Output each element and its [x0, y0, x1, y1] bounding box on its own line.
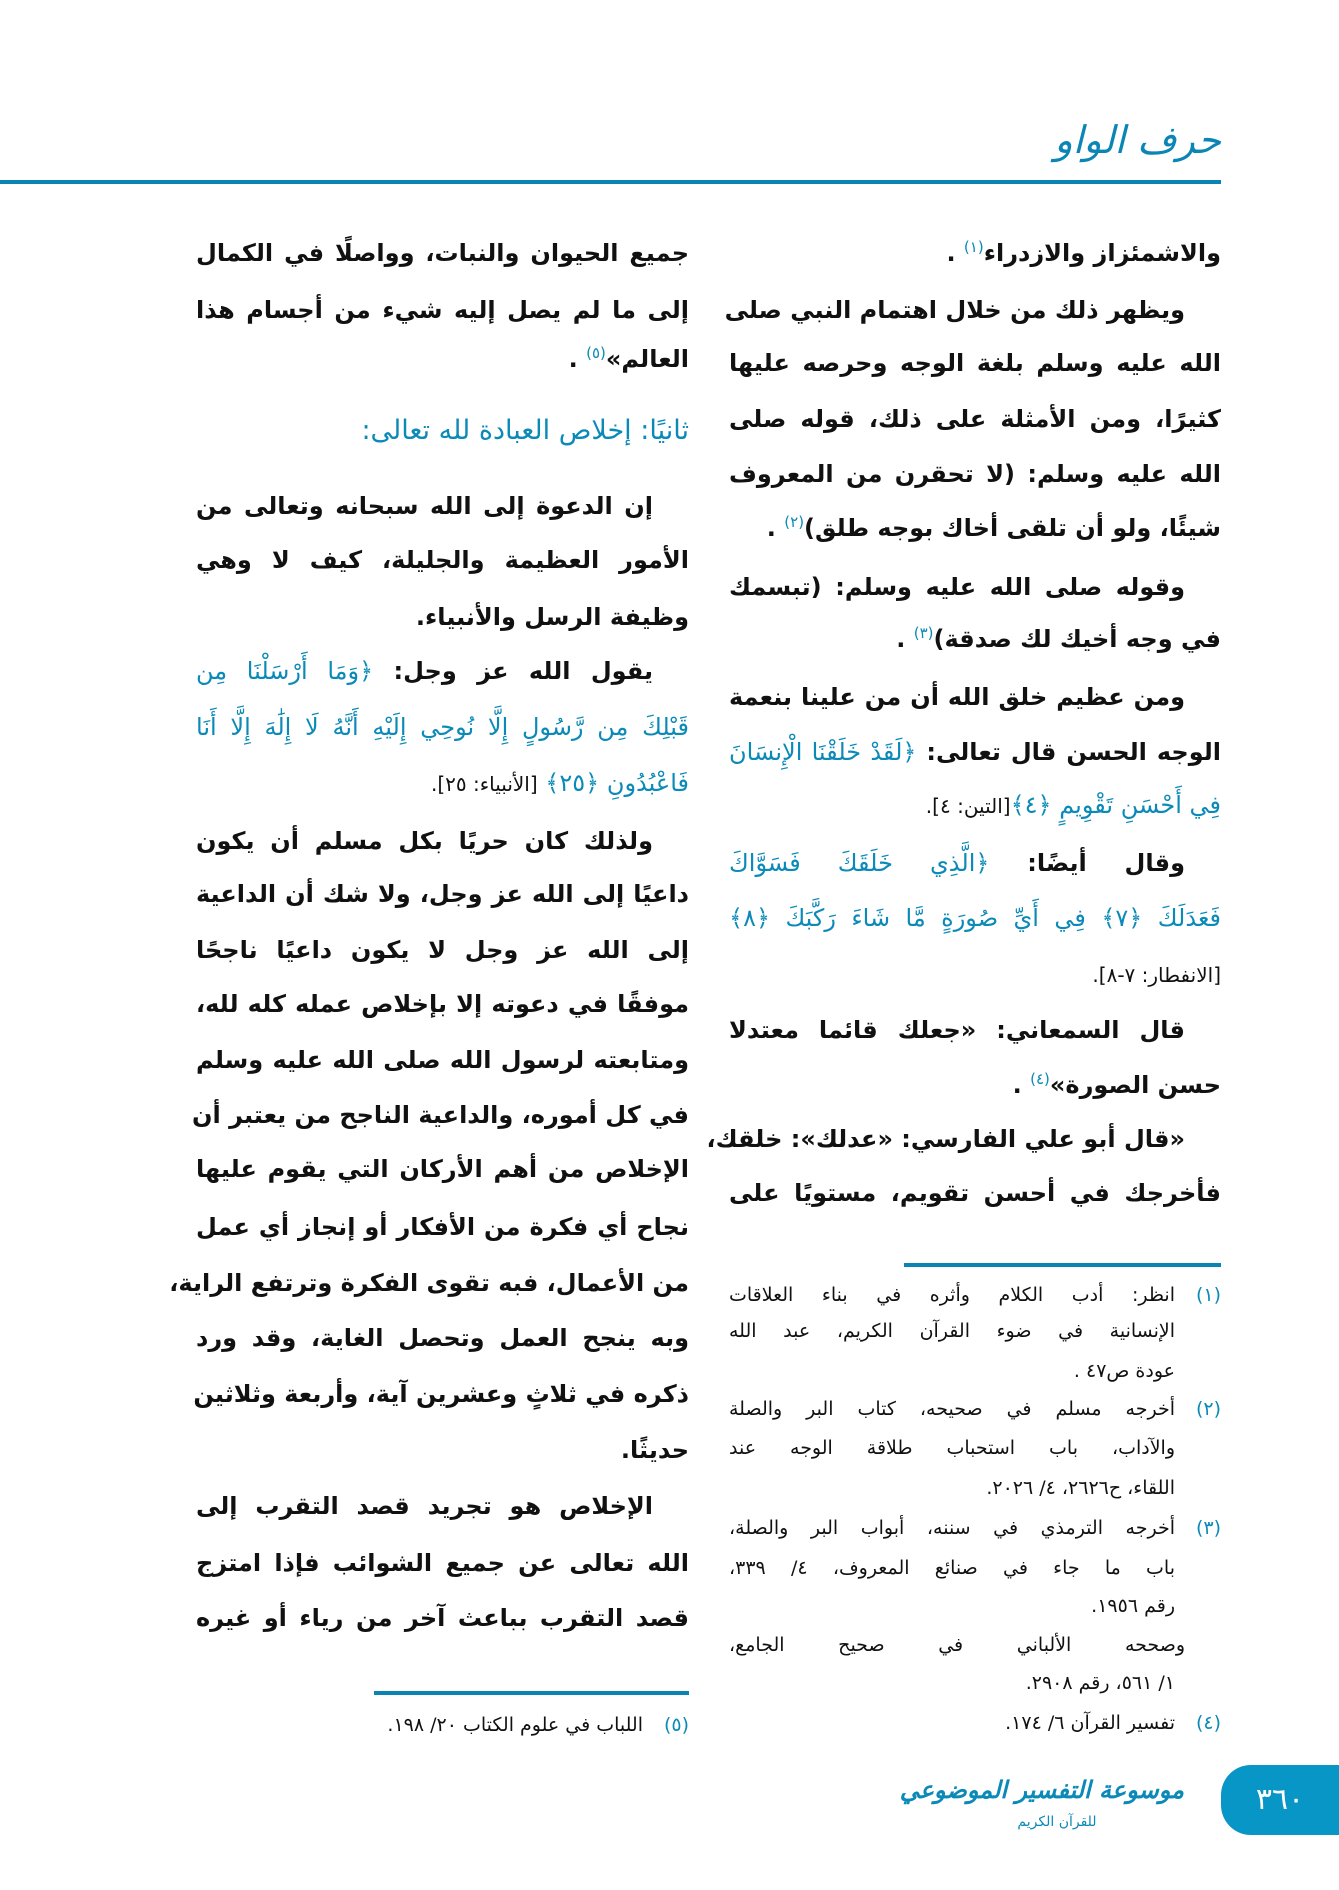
- text-segment: في كل أموره، والداعية الناجح من يعتبر أن: [192, 1101, 689, 1129]
- text-segment: «قال أبو علي الفارسي: «عدلك»: خلقك،: [706, 1125, 1185, 1153]
- footnote-separator-right: [904, 1263, 1221, 1267]
- quran-verse: ﴿الَّذِي خَلَقَكَ فَسَوَّاكَ: [729, 849, 990, 877]
- text-segment: من الأعمال، فبه تقوى الفكرة وترتفع الراية،: [169, 1269, 689, 1297]
- quran-verse: ﴿وَمَا أَرْسَلْنَا مِن: [196, 657, 374, 685]
- text-segment: الوجه الحسن قال تعالى:: [916, 738, 1222, 766]
- footnote-line: [729, 1470, 1221, 1506]
- text-line: [196, 1478, 689, 1534]
- footnote-line: [729, 1391, 1221, 1427]
- text-line: [706, 1111, 1221, 1167]
- text-line: [196, 403, 689, 459]
- text-line: [729, 1165, 1221, 1221]
- verse-reference: [الأنبياء: ٢٥].: [431, 772, 538, 796]
- text-line: [196, 1032, 689, 1088]
- footnote-marker[interactable]: (٣): [913, 624, 934, 642]
- text-segment: ومتابعته لرسول الله صلى الله عليه وسلم: [196, 1046, 689, 1074]
- text-line: [196, 1535, 689, 1591]
- text-segment: وقال أيضًا:: [989, 849, 1185, 877]
- text-line: [729, 225, 1221, 281]
- text-segment: وبه ينجح العمل وتحصل الغاية، وقد ورد: [196, 1324, 689, 1352]
- verse-reference: [الانفطار: ٧-٨].: [1092, 963, 1221, 987]
- text-segment: الله عليه وسلم: (لا تحقرن من المعروف: [729, 460, 1221, 488]
- footnote-marker[interactable]: (١): [963, 238, 984, 256]
- text-line: [196, 331, 689, 387]
- text-segment: فأخرجك في أحسن تقويم، مستويًا على: [729, 1179, 1221, 1207]
- text-line: [196, 225, 689, 281]
- footnote-text: رقم ١٩٥٦.: [1091, 1595, 1175, 1617]
- text-segment: قال السمعاني: «جعلك قائما معتدلا: [729, 1016, 1185, 1044]
- footnote-text: تفسير القرآن ٦/ ١٧٤.: [1005, 1712, 1175, 1734]
- text-line: [196, 1590, 689, 1646]
- text-line: [196, 976, 689, 1032]
- text-line: [196, 1310, 689, 1366]
- text-segment: قصد التقرب بباعث آخر من رياء أو غيره: [196, 1604, 689, 1632]
- footnote-line: [729, 1313, 1221, 1349]
- logo-subtitle: للقرآن الكريم: [1017, 1814, 1097, 1830]
- page-number: ٣٦٠: [1221, 1765, 1339, 1835]
- text-segment: حديثًا.: [620, 1436, 689, 1464]
- text-segment: شيئًا، ولو أن تلقى أخاك بوجه طلق): [804, 514, 1221, 542]
- text-segment: ويظهر ذلك من خلال اهتمام النبي صلى: [724, 296, 1185, 324]
- footnote-text: أخرجه الترمذي في سننه، أبواب البر والصلة،: [729, 1517, 1175, 1539]
- footnote-line: [729, 1430, 1221, 1466]
- quran-verse: فَاعْبُدُونِ ﴿٢٥﴾: [537, 769, 689, 797]
- text-line: [729, 835, 1221, 891]
- footnote-text: ١/ ٥٦١، رقم ٢٩٠٨.: [1025, 1672, 1175, 1694]
- quran-verse: ﴿لَقَدْ خَلَقْنَا الْإِنسَانَ: [729, 738, 917, 766]
- text-segment: يقول الله عز وجل:: [373, 657, 653, 685]
- footnote-line: [729, 1510, 1221, 1546]
- quran-verse: فَعَدَلَكَ ﴿٧﴾ فِي أَيِّ صُورَةٍ مَّا شَاءَ رَكَّبَكَ ﴿٨﴾: [729, 904, 1221, 932]
- footnote-number: (٥): [663, 1714, 689, 1736]
- quran-verse: قَبْلِكَ مِن رَّسُولٍ إِلَّا نُوحِي إِلَيْهِ أَنَّهُ لَا إِلَٰهَ إِلَّا أَنَا: [196, 713, 689, 741]
- text-line: [196, 1199, 689, 1255]
- text-segment: .: [1012, 1071, 1031, 1099]
- footnote-text: وصححه الألباني في صحيح الجامع،: [729, 1634, 1185, 1656]
- text-line: [729, 611, 1221, 667]
- footnote-line: [196, 1707, 689, 1743]
- text-line: [196, 1422, 689, 1478]
- text-segment: الإخلاص هو تجريد قصد التقرب إلى: [196, 1492, 653, 1520]
- footnote-line: [729, 1353, 1221, 1389]
- footnote-number: (١): [1195, 1284, 1221, 1306]
- text-segment: إلى الله عز وجل لا يكون داعيًا ناجحًا: [196, 936, 689, 964]
- text-segment: موفقًا في دعوته إلا بإخلاص عمله كله لله،: [196, 990, 689, 1018]
- text-line: [729, 890, 1221, 946]
- footnote-text: باب ما جاء في صنائع المعروف، ٤/ ٣٣٩،: [729, 1557, 1175, 1579]
- footnote-number: (٤): [1195, 1712, 1221, 1734]
- footnote-text: اللقاء، ح٢٦٢٦، ٤/ ٢٠٢٦.: [986, 1477, 1175, 1499]
- text-line: [729, 335, 1221, 391]
- header-divider: [0, 180, 1221, 184]
- text-line: [196, 589, 689, 645]
- text-line: [196, 282, 689, 338]
- footnote-marker[interactable]: (٥): [586, 344, 606, 362]
- text-line: [196, 699, 689, 755]
- text-line: [192, 1087, 689, 1143]
- text-line: [729, 669, 1221, 725]
- text-line: [196, 922, 689, 978]
- text-line: [729, 500, 1221, 556]
- logo-title: موسوعة التفسير الموضوعي: [899, 1776, 1184, 1804]
- text-segment: العالم»: [605, 345, 689, 373]
- text-segment: الله عليه وسلم بلغة الوجه وحرصه عليها: [729, 349, 1221, 377]
- footnote-marker[interactable]: (٢): [784, 513, 805, 531]
- footnote-text: أخرجه مسلم في صحيحه، كتاب البر والصلة: [729, 1398, 1175, 1420]
- text-segment: .: [946, 239, 964, 267]
- text-segment: وقوله صلى الله عليه وسلم: (تبسمك: [729, 573, 1185, 601]
- text-segment: ثانيًا: إخلاص العبادة لله تعالى:: [361, 415, 689, 446]
- text-line: [729, 1057, 1221, 1113]
- footnote-number: (٣): [1195, 1517, 1221, 1539]
- footnote-text: اللباب في علوم الكتاب ٢٠/ ١٩٨.: [387, 1714, 643, 1736]
- text-line: [196, 866, 689, 922]
- text-line: [196, 813, 689, 869]
- chapter-title: حرف الواو: [1054, 118, 1221, 162]
- text-segment: إلى ما لم يصل إليه شيء من أجسام هذا: [196, 296, 689, 324]
- text-line: [196, 643, 689, 699]
- text-line: [729, 446, 1221, 502]
- text-line: [169, 1255, 689, 1311]
- text-segment: والاشمئزاز والازدراء: [983, 239, 1221, 267]
- text-line: [196, 532, 689, 588]
- text-segment: حسن الصورة»: [1049, 1071, 1221, 1099]
- footnote-line: [729, 1665, 1221, 1701]
- quran-verse: فِي أَحْسَنِ تَقْوِيمٍ ﴿٤﴾: [1010, 791, 1221, 819]
- text-line: [729, 777, 1221, 833]
- text-line: [729, 391, 1221, 447]
- footnote-separator-left: [374, 1691, 689, 1695]
- text-segment: في وجه أخيك لك صدقة): [933, 625, 1221, 653]
- verse-reference: [التين: ٤].: [925, 794, 1011, 818]
- text-segment: ذكره في ثلاثٍ وعشرين آية، وأربعة وثلاثين: [193, 1380, 689, 1408]
- encyclopedia-logo: [899, 1768, 1184, 1846]
- text-segment: إن الدعوة إلى الله سبحانه وتعالى من: [196, 492, 653, 520]
- footnote-line: [729, 1277, 1221, 1313]
- text-line: [193, 1366, 689, 1422]
- text-segment: الأمور العظيمة والجليلة، كيف لا وهي: [196, 546, 689, 574]
- text-segment: ولذلك كان حريًا بكل مسلم أن يكون: [196, 827, 653, 855]
- text-segment: الإخلاص من أهم الأركان التي يقوم عليها: [196, 1155, 689, 1183]
- footnote-line: [729, 1588, 1221, 1624]
- text-line: [724, 282, 1221, 338]
- text-segment: .: [766, 514, 785, 542]
- text-line: [729, 946, 1221, 1002]
- footnote-line: [729, 1550, 1221, 1586]
- text-segment: وظيفة الرسل والأنبياء.: [415, 603, 689, 631]
- text-segment: نجاح أي فكرة من الأفكار أو إنجاز أي عمل: [196, 1213, 689, 1241]
- text-line: [729, 724, 1221, 780]
- footnote-line: [729, 1705, 1221, 1741]
- text-segment: ومن عظيم خلق الله أن من علينا بنعمة: [729, 683, 1185, 711]
- text-line: [196, 1141, 689, 1197]
- footnote-text: انظر: أدب الكلام وأثره في بناء العلاقات: [729, 1284, 1175, 1306]
- text-line: [196, 755, 689, 811]
- text-line: [196, 478, 689, 534]
- text-line: [729, 559, 1221, 615]
- footnote-marker[interactable]: (٤): [1030, 1070, 1050, 1088]
- text-segment: .: [568, 345, 587, 373]
- text-segment: الله تعالى عن جميع الشوائب فإذا امتزج: [196, 1549, 689, 1577]
- text-segment: جميع الحيوان والنبات، وواصلًا في الكمال: [196, 239, 689, 267]
- text-segment: كثيرًا، ومن الأمثلة على ذلك، قوله صلى: [729, 405, 1221, 433]
- text-line: [729, 1002, 1221, 1058]
- footnote-number: (٢): [1195, 1398, 1221, 1420]
- footnote-text: الإنسانية في ضوء القرآن الكريم، عبد الله: [729, 1320, 1175, 1342]
- footnote-line: [729, 1627, 1221, 1663]
- text-segment: داعيًا إلى الله عز وجل، ولا شك أن الداعية: [196, 880, 689, 908]
- footnote-text: عودة ص٤٧ .: [1073, 1360, 1175, 1382]
- footnote-text: والآداب، باب استحباب طلاقة الوجه عند: [729, 1437, 1175, 1459]
- text-segment: .: [896, 625, 914, 653]
